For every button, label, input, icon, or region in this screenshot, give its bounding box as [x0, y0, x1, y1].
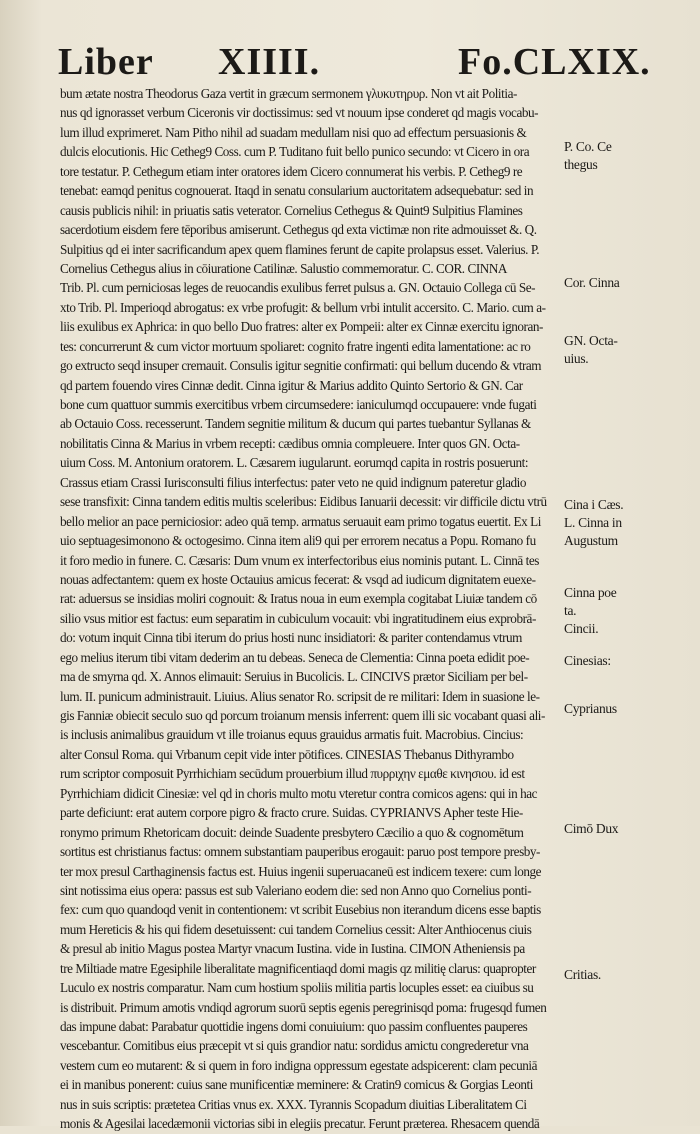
marginal-note-line: Critias.: [564, 967, 601, 982]
text-line: vestem cum eo mutarent: & si quem in foro indigna oppressum egestate adspicerent: clam pecuniā: [60, 1057, 537, 1073]
marginal-note-line: L. Cinna in: [564, 515, 622, 530]
text-line: uium Coss. M. Antonium oratorem. L. Cæsarem iugularunt. eorumqd capita in rostris posuerunt:: [60, 455, 529, 471]
text-line: sacerdotium eisdem fere tēporibus amiserunt. Cethegus qd exta victimæ non rite admouisset &. Q.: [60, 222, 537, 238]
text-line: sese transfixit: Cinna tandem editis multis sceleribus: Eidibus Ianuarii decessit: vir difficile dictu vtrū: [60, 494, 547, 510]
marginal-note-line: Cimō Dux: [564, 821, 619, 836]
marginal-note-line: Cinesias:: [564, 653, 611, 668]
text-line: ronymo primum Rhetoricam docuit: deinde Suadente presbytero Cæcilio a quo & cognomētum: [60, 824, 524, 840]
text-line: Cornelius Cethegus alius in cōiuratione Catilinæ. Salustio commemoratur. C. COR. CINNA: [60, 260, 507, 276]
text-line: gis Fanniæ obiecit seculo suo qd porcum troianum mensis inferrent: quem illi sic vocabant quasi ali-: [60, 708, 545, 723]
text-line: & presul ab initio Magus postea Martyr vnacum Iustina. vide in Iustina. CIMON Atheniensis pa: [60, 941, 525, 957]
text-line: xto Trib. Pl. Imperioqd abrogatus: ex vrbe profugit: & bellum vrbi intulit accersito. C. Mario. cum a-: [60, 299, 546, 315]
text-line: sortitus est christianus factus: omnem substantiam pauperibus erogauit: paruo post tempore presby-: [60, 844, 540, 860]
marginal-note-cor-cinna: [564, 274, 684, 292]
liber-heading: Liber: [58, 41, 154, 83]
text-line: ma de smyrna qd. X. Annos elimauit: Seruius in Bucolicis. L. CINCIVS prætor Siciliam per bel-: [60, 669, 528, 685]
text-line: sint notissima eius opera: passus est sub Valeriano eodem die: sed non Anno quo Cornelius ponti-: [60, 882, 532, 898]
marginal-note-critias: [564, 966, 684, 984]
marginal-note-line: P. Co. Ce: [564, 139, 612, 154]
text-line: bello melior an pace perniciosior: adeo quā temp. armatus seruauit eam primo togatus euertit. Ex Li: [60, 513, 541, 529]
text-line: it foro medio in funere. C. Cæsaris: Dum vnum ex interfectoribus eius nominis putant. L. Cinnā tes: [60, 552, 539, 568]
text-line: tore testatur. P. Cethegum etiam inter oratores idem Cicero connumerat his verbis. P. Cetheg9 re: [60, 163, 523, 179]
text-line: nouas adfectantem: quem ex hoste Octauius amicus fecerat: & vsqd ad iudicum dignitatem euexe-: [60, 571, 536, 587]
marginal-note-line: GN. Octa-: [564, 333, 618, 348]
text-line: Sulpitius qd ei inter sacrificandum apex quem flamines ferunt de capite prolapsus esset. Valerius. P.: [60, 241, 540, 257]
main-text-column: [60, 84, 560, 1134]
marginal-note-cinesias: [564, 652, 684, 670]
text-line: liis exulibus ex Aphrica: in quo bello Duo fratres: alter ex Pompeii: alter ex Cinnæ exercitu ignoran-: [60, 319, 543, 335]
text-line: lum. II. punicum administrauit. Liuius. Alius senator Ro. scripsit de re militari: Idem in suasione le-: [60, 688, 540, 704]
marginal-note-line: thegus: [564, 157, 598, 172]
text-line: do: votum inquit Cinna tibi iterum do prius hosti nunc insidiatori: & pariter contendamus vtrum: [60, 630, 522, 646]
text-line: qd partem fouendo vires Cinnæ dedit. Cinna igitur & Marius addito Quinto Sertorio & GN. Car: [60, 377, 523, 393]
marginal-note-cincius: [564, 620, 684, 638]
text-line: lum illud exprimeret. Nam Pitho nihil ad suadam medullam nisi quo ad effectum persuasionis &: [60, 124, 527, 140]
text-line: causis publicis nihil: in priuatis satis veterator. Cornelius Cethegus & Quint9 Sulpitius Flamines: [60, 202, 523, 218]
text-line: nus qd ignorasset verbum Ciceronis vir doctissimus: sed vt nouum ipse conderet qd magis vocabu-: [60, 105, 539, 121]
text-line: Pyrrhichiam didicit Cinesiæ: vel qd in choris multo motu vteretur contra comicos agens: qui in hac: [60, 785, 538, 801]
marginal-note-cinna-poeta: [564, 584, 684, 620]
folio-number: Fo.CLXIX.: [458, 41, 651, 83]
marginal-note-cyprianus: [564, 700, 684, 718]
text-line: fex: cum quo quandoqd venit in contentionem: vt scribit Eusebius non iterandum dicens esse baptis: [60, 902, 541, 918]
marginal-note-line: Cor. Cinna: [564, 275, 620, 290]
running-header: [58, 40, 651, 84]
text-line: silio vsus mitior est factus: eum separatim in cubiculum vocauit: vbi ingratitudinem eius exprobrā-: [60, 610, 536, 626]
text-line: rat: aduersus se insidias moliri cognouit: & Iratus noua in eum exempla cogitabat Liuiæ tandem cō: [60, 591, 537, 607]
text-line: vescebantur. Comitibus eius præcepit vt si quis grandior natu: sordidus amictu congrederetur vna: [60, 1038, 529, 1054]
marginal-note-cethegus: [564, 138, 684, 174]
book-number: XIIII.: [218, 41, 321, 83]
text-line: rum scriptor composuit Pyrrhichiam secūdum prouerbium illud πυρριχην εμαθε κινησιου. id est: [60, 766, 525, 782]
text-line: ab Octauio Coss. recesserunt. Tandem segnitie militum & ducum qui partes tuebantur Syllanas &: [60, 416, 531, 432]
marginal-note-cinna-caesar: [564, 496, 684, 550]
text-line: tenebat: eamqd penitus cognouerat. Itaqd in senatu consularium auctoritatem adsequebatur: sed in: [60, 183, 534, 199]
marginal-note-line: Augustum: [564, 533, 618, 548]
text-line: is distribuit. Primum amotis vndiqd agrorum suorū septis egenis peregrinisqd poma: frugesqd fumen: [60, 999, 547, 1015]
text-line: tre Miltiade matre Egesiphile liberalitate magnificentiaqd domi magis qz militię clarus: quapropter: [60, 960, 536, 976]
marginal-note-line: ta.: [564, 603, 577, 618]
marginal-note-line: Cina i Cæs.: [564, 497, 624, 512]
text-line: Crassus etiam Crassi Iurisconsulti filius interfectus: pater veto ne quid indignum pateretur gladio: [60, 474, 526, 490]
text-line: ego melius iterum tibi vitam dederim an tu debeas. Seneca de Clementia: Cinna poeta edidit poe-: [60, 649, 530, 665]
marginal-note-line: Cincii.: [564, 621, 599, 636]
text-line: dulcis elocutionis. Hic Cetheg9 Coss. cum P. Tuditano fuit bello punico secundo: vt Cicero in ora: [60, 144, 530, 160]
text-line: bum ætate nostra Theodorus Gaza vertit in græcum sermonem γλυκυτηρυρ. Non vt ait Politia-: [60, 86, 517, 101]
marginal-note-cimon: [564, 820, 684, 838]
text-line: bone cum quattuor summis exercitibus vrbem circumsedere: ianiculumqd occupauere: vnde fugati: [60, 397, 537, 412]
text-line: Luculo ex nostris comparatur. Nam cum hostium spoliis militia partis locuples esset: ea ciuibus su: [60, 980, 534, 996]
marginal-note-line: Cinna poe: [564, 585, 617, 600]
marginal-note-gn-octauius: [564, 332, 684, 368]
text-line: ei in manibus ponerent: cuius sane munificentiæ meminere: & Cratin9 comicus & Gorgias Leonti: [60, 1077, 533, 1093]
text-line: uio septuagesimonono & octogesimo. Cinna item ali9 qui per errorem necatus a Popu. Romano fu: [60, 533, 536, 549]
text-line: ter mox presul Carthaginensis factus est. Huius ingenii superuacaneū est indicem texere: cum longe: [60, 863, 542, 879]
text-line: parte deficiunt: erat autem corpore pigro & fracto crure. Suidas. CYPRIANVS Apher teste Hie-: [60, 805, 523, 821]
text-line: nobilitatis Cinna & Marius in vrbem recepti: cædibus omnia compleuere. Inter quos GN. Octa-: [60, 435, 520, 451]
text-line: go extructo seqd insuper cremauit. Consulis igitur segnitie confirmati: qui bellum ducendo & vtram: [60, 358, 542, 374]
text-line: Trib. Pl. cum perniciosas leges de reuocandis exulibus ferret pulsus a. GN. Octauio Collega cū Se-: [60, 280, 536, 296]
text-line: alter Consul Roma. qui Vrbanum cepit vide inter pōtifices. CINESIAS Thebanus Dithyrambo: [60, 746, 514, 762]
text-line: mum Hereticis & his qui fidem desetuissent: cui tandem Cornelius cessit: Alter Anthiocenus ciuis: [60, 921, 532, 937]
text-line: monis & Agesilai lacedæmonii victorias sibi in elegiis precatur. Ferunt præterea. Rhesacem quendā: [60, 1116, 540, 1132]
marginal-note-line: Cyprianus: [564, 701, 617, 716]
marginal-note-line: uius.: [564, 351, 589, 366]
text-line: tes: concurrerunt & cum victor mortuum spoliaret: cognito fratre ingenti edita lamentatione: ac ro: [60, 338, 531, 354]
text-line: is inclusis animalibus grauidum vt ille troianus equus grauidus armatis fuit. Macrobius. Cincius:: [60, 727, 524, 743]
text-line: nus in suis scriptis: prætetea Critias vnus ex. XXX. Tyrannis Scopadum diuitias Liberalitatem Ci: [60, 1096, 527, 1112]
text-line: das impune dabat: Parabatur quottidie ingens domi conuiuium: quo passim confluentes pauperes: [60, 1019, 528, 1034]
